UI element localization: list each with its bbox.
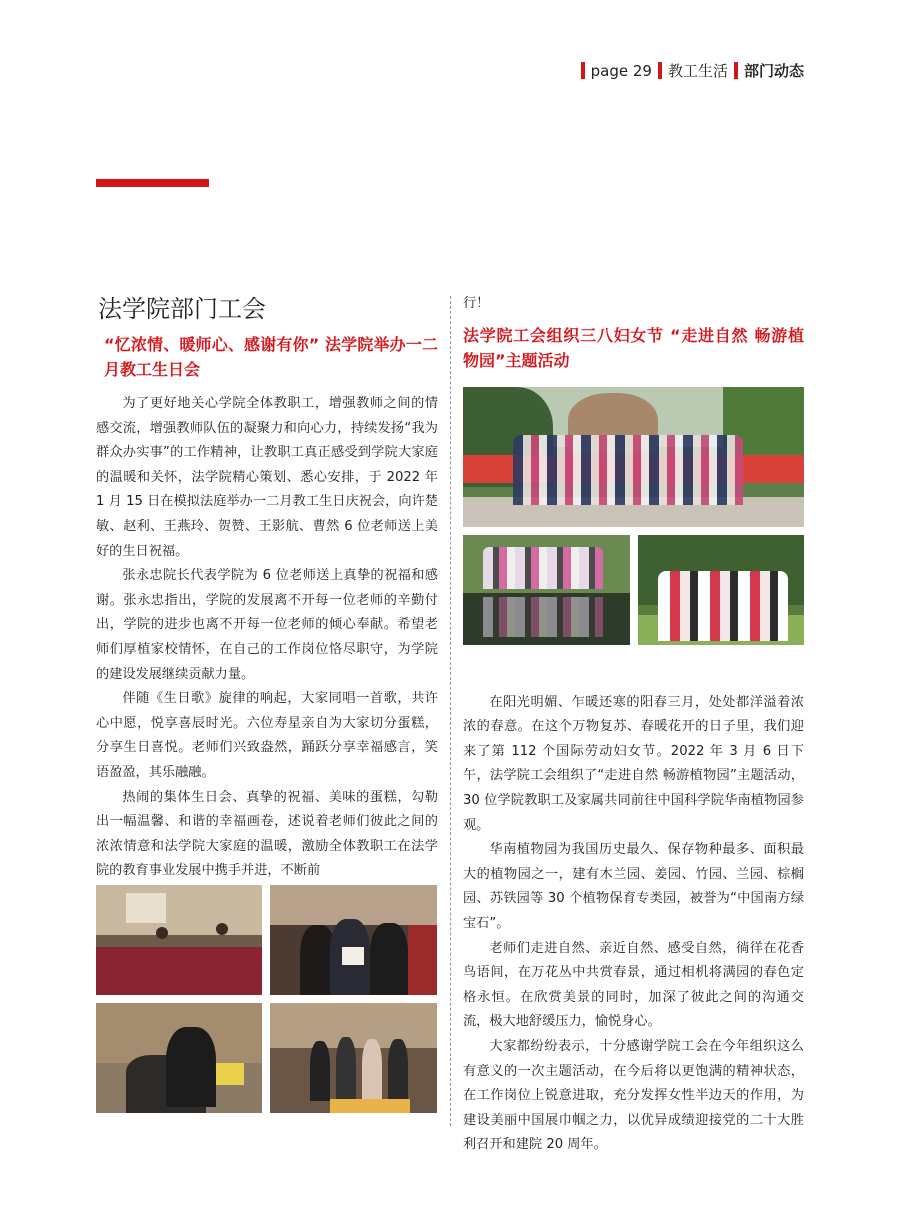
header-separator xyxy=(658,62,662,79)
paragraph: 为了更好地关心学院全体教职工，增强教师之间的情感交流，增强教师队伍的凝聚力和向心力，持续发扬“我为群众办实事”的工作精神，让教职工真正感受到学院大家庭的温暖和关怀，法学院精心策划、悉心安排，于 2022 年 1 月 15 日在模拟法庭举办一二月教工生日庆祝会，向许楚敏、赵利、王燕玲、贺赞、王影航、曹然 6 位老师送上美好的生日祝福。 xyxy=(96,396,438,559)
header-separator xyxy=(581,62,585,79)
garden-group-photo xyxy=(463,387,804,527)
garden-photo-lawn xyxy=(638,535,804,645)
page-number: page 29 xyxy=(590,61,652,80)
paragraph: 老师们走进自然、亲近自然、感受自然，徜徉在花香鸟语间，在万花丛中共赏春景，通过相机将满园的春色定格永恒。在欣赏美景的同时，加深了彼此之间的沟通交流，极大地舒缓压力，愉悦身心。 xyxy=(463,940,804,1030)
paragraph: 张永忠院长代表学院为 6 位老师送上真挚的祝福和感谢。张永忠指出，学院的发展离不开每一位老师的辛勤付出，学院的进步也离不开每一位老师的倾心奉献。希望老师们厚植家校情怀，在自己的工作岗位恪尽职守，为学院的建设发展继续贡献力量。 xyxy=(96,568,438,682)
paragraph: 华南植物园为我国历史最久、保存物种最多、面积最大的植物园之一，建有木兰园、姜园、竹园、兰园、棕榈园、苏铁园等 30 个植物保育专类园，被誉为“中国南方绿宝石”。 xyxy=(463,842,804,931)
header-category: 教工生活 xyxy=(667,62,728,80)
header-separator xyxy=(734,62,738,79)
garden-photo-pond xyxy=(463,535,630,645)
paragraph: 在阳光明媚、乍暖还寒的阳春三月，处处都洋溢着浓浓的春意。在这个万物复苏、春暖花开的日子里，我们迎来了第 112 个国际劳动妇女节。2022 年 3 月 6 日下午，法学院工会组织了“走进自然 畅游植物园”主题活动，30 位学院教职工及家属共同前往中国科学院华南植物园参观。 xyxy=(463,694,804,833)
paragraph: 热闹的集体生日会、真挚的祝福、美味的蛋糕，勾勒出一幅温馨、和谐的幸福画卷，述说着老师们彼此之间的浓浓情意和法学院大家庭的温暖，激励全体教职工在法学院的教育事业发展中携手并进，不断前 xyxy=(96,789,438,879)
birthday-photo-1 xyxy=(96,885,262,995)
paragraph: 伴随《生日歌》旋律的响起，大家同唱一首歌，共许心中愿，悦享喜辰时光。六位寿星亲自为大家切分蛋糕，分享生日喜悦。老师们兴致盎然，踊跃分享幸福感言，笑语盈盈，其乐融融。 xyxy=(96,691,438,780)
header-section: 部门动态 xyxy=(743,62,804,80)
continued-text: 行！ xyxy=(463,296,490,311)
left-column xyxy=(96,292,438,884)
accent-bar xyxy=(96,179,209,187)
paragraph: 大家都纷纷表示，十分感谢学院工会在今年组织这么有意义的一次主题活动，在今后将以更饱满的精神状态，在工作岗位上锐意进取，充分发挥女性半边天的作用，为建设美丽中国展巾帼之力，以优异成绩迎接党的二十大胜利召开和建院 20 周年。 xyxy=(463,1038,804,1153)
article-title-birthday: “忆浓情、暖师心、感谢有你” 法学院举办一二月教工生日会 xyxy=(104,335,438,379)
column-divider xyxy=(450,296,451,1126)
article-title-garden: 法学院工会组织三八妇女节 “走进自然 畅游植物园”主题活动 xyxy=(463,325,804,370)
page-header xyxy=(575,60,804,81)
birthday-photo-3 xyxy=(96,1003,262,1113)
birthday-photo-4 xyxy=(270,1003,437,1113)
department-title: 法学院部门工会 xyxy=(98,295,266,323)
birthday-photo-2 xyxy=(270,885,437,995)
